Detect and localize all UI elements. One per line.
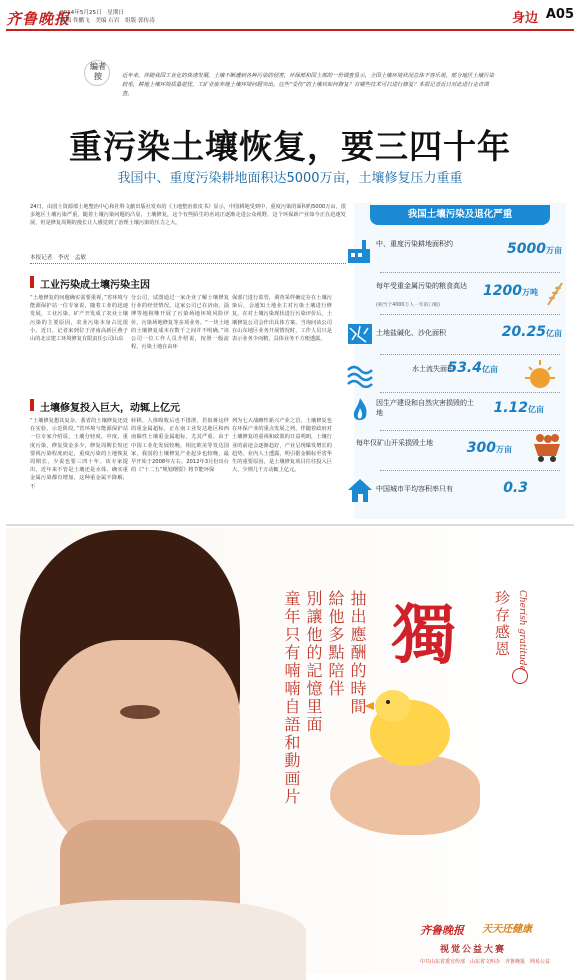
infographic-row	[346, 474, 568, 512]
staff-line: 编辑 佟鹏飞 美编 石岩 组版 郭传涛	[60, 18, 155, 24]
editor-note-text: 近年来，伴随我国工业化的快速发展，土壤不断遭到各种污染的侵害，环保部和国土部的一份调查显示，全国土壤环境状况总体不容乐观，部分地区土壤污染较重，耕地土壤环境质量堪忧，工矿业废弃地土壤环境问题突出。这些“受伤”的土壤该如何修复？有哪些技术可以进行修复？本报记者近日对此进行走访调查。	[122, 73, 494, 98]
masthead-logo: 齐鲁晚报	[6, 10, 71, 28]
infographic-divider	[380, 354, 560, 355]
water-erosion-icon	[346, 360, 374, 388]
infographic-value: 20.25亿亩	[501, 324, 562, 340]
section1-title: 工业污染成土壤污染主因	[40, 280, 150, 291]
ad-seal	[512, 668, 528, 684]
boy-hands	[330, 755, 480, 835]
infographic-label: 中国城市平均容积率只有	[376, 485, 453, 493]
infographic-divider	[380, 314, 560, 315]
ad-english-motto: Cherish gratitude	[517, 590, 527, 671]
infographic-row	[346, 235, 568, 273]
boy-eye	[120, 705, 160, 719]
ad-sponsors: 中共山东省委宣传部 山东省文明办 齐鲁晚报 网易公益	[420, 959, 551, 965]
infographic-note: (相当于4000万人一年的口粮)	[376, 303, 440, 308]
house-icon	[346, 476, 374, 504]
infographic-title: 我国土壤污染及退化严重	[370, 205, 550, 225]
section2-title: 土壤修复投入巨大，动辄上亿元	[40, 403, 180, 414]
infographic-row	[346, 358, 568, 396]
ad-poem-line: 給他多點陪伴	[326, 590, 345, 698]
header-rule	[6, 29, 574, 31]
wheat-icon	[542, 279, 570, 307]
ad-campaign-title: 视觉公益大赛	[440, 945, 507, 955]
section1-column-3: 保部门进行监管，调查采样确定存在土壤污染后，会通知土地业主对污染土壤进行修复，在对土壤污染现状进行污染评价后，土壤修复公司会作出具体方案。当询问该公司在山东地区业务开展情况时，工作人员只是表示业务少而精，具体业务不方便透露。	[232, 295, 332, 343]
section1-column-1: “土地修复的问题确实需要重视，”省环境与能源保护站一位专家说，随着工业的迅速发展，工业污染，矿产开发成了农业土壤污染的主要原因，农业污染本身占比很小。近日，记者来到位于济南高新区燕子山的北京建工环境修复有限责任公司山东	[30, 295, 128, 343]
ad-big-character: 獨	[392, 598, 456, 673]
section2-column-3: 列为七大战略性新兴产业之首，土壤修复也在环保产业的重点发展之列，伴随着政府对土壤修复的重视和政策的日益明朗，土壤行业的前途会逐渐趋好，产业呈现爆发增长的趋势。业内人士透露，明引据金额标至省华生的重要原因，是土壤修复项目往往投入巨大，少则几千万动辄上亿元。	[232, 418, 332, 474]
infographic-label: 水土流失面积	[412, 365, 454, 373]
ad-logo-sub: 天天还健康	[482, 924, 532, 935]
byline: 本报记者 李虎 孟敏	[30, 255, 86, 261]
infographic-label: 每年受重金属污染的粮食高达	[376, 282, 467, 290]
infographic-value: 1.12亿亩	[493, 400, 544, 416]
section2-column-1: “土壤修复想其复杂，我省的土壤修复还处在实验，示范阶段，”省环境与能源保护站一位专家介绍说，土壤分轻度，中度，重度污染，修复资金多少，修复周期长短还要视污染程度而定，重度污染的土地恢复周期长，少说也要三四十年。该专家提出，近年来不管是土壤还是水体，确实重金属污染都有增加，这种重金属不降解，不	[30, 418, 128, 490]
fire-icon	[346, 396, 374, 424]
infographic-value: 300万亩	[466, 440, 512, 456]
infographic-label: 因生产建设和自然灾害损毁的土地	[376, 399, 474, 417]
infographic-divider	[380, 392, 560, 393]
ad-top-border	[6, 524, 574, 526]
lead-paragraph: 24日，由国土资源部土地整治中心和社科文献出版社发布的《土地整治蓝皮书》显示，中国耕地受到中、重度污染的面积约5000万亩，很多地区土壤污染严重，随着土壤污染问题的凸显，土壤修复，这个有些陌生的名词正逐渐走进公众视野，这个环保新产业如今正在迅速发展，但是修复周期的漫长让人感觉到了治理土壤污染的压力之大。	[30, 204, 346, 227]
section-name: 身边	[511, 11, 538, 26]
salinization-icon	[346, 320, 374, 348]
mining-cart-icon	[530, 434, 564, 462]
headline: 重污染土壤恢复，要三四十年	[69, 127, 511, 166]
infographic-row	[346, 434, 568, 472]
infographic-value: 1200万吨	[483, 283, 538, 299]
infographic-value: 53.4亿亩	[447, 360, 498, 376]
ad-poem-line: 別讓他的記憶里面	[304, 590, 323, 734]
infographic-value: 0.3	[503, 480, 528, 496]
ad-logo-main: 齐鲁晚报	[420, 924, 464, 937]
infographic-label: 土地盐碱化、沙化面积	[376, 329, 446, 337]
chick-eye	[386, 700, 390, 704]
infographic-divider	[380, 470, 560, 471]
sun-icon	[520, 358, 560, 390]
ad-motto: 珍存感恩	[493, 590, 511, 658]
infographic-row	[346, 318, 568, 356]
section1-column-2: 分公司，试图通过一家企业了解土壤修复行业的经营情况，这家公司已在济南，淄博等地相继开展了污染场地环境风险评价，污染场地修复等多项业务。“一块土地的土壤修复成本在数千之间并不明确，”该公司一位工作人员介绍说，按照一般流程，污染土地在由环	[131, 295, 229, 351]
factory-icon	[346, 237, 374, 265]
editor-note-label: 编者按	[90, 62, 106, 81]
section2-column-2: 转移，人体吸收后也不排泄，若似蒋这样的重金属超标，正在南工业发达地区和西南躲性土壤重金属超标，尤其严重。由于中国工业化发展较晚，相比欧美等发达国家，我国的土壤修复产业起步也较晚，最早开始于2008年左右。2012年3月份出台的《“十二五”规划纲要》将节能环保	[131, 418, 229, 474]
page-number: A05	[545, 7, 574, 22]
infographic-row	[346, 277, 568, 315]
infographic-value: 5000万亩	[507, 241, 562, 257]
ad-poem-line: 童年只有喃喃自語和動画片	[282, 590, 301, 806]
chick-head	[375, 690, 411, 722]
infographic-row	[346, 394, 568, 432]
date-line: 2014年5月25日 星期日	[60, 10, 125, 16]
infographic-label: 每年仅矿山开采损毁土地	[356, 439, 433, 447]
subheadline: 我国中、重度污染耕地面积达5000万亩，土壤修复压力重重	[117, 171, 463, 186]
infographic-divider	[380, 272, 560, 273]
byline-rule	[30, 263, 346, 264]
section2-marker	[30, 399, 34, 411]
boy-shirt	[6, 900, 306, 980]
ad-poem-line: 抽出應酬的時間	[348, 590, 367, 716]
infographic-label: 中、重度污染耕地面积约	[376, 240, 453, 248]
section1-marker	[30, 276, 34, 288]
infographic-divider	[380, 430, 560, 431]
